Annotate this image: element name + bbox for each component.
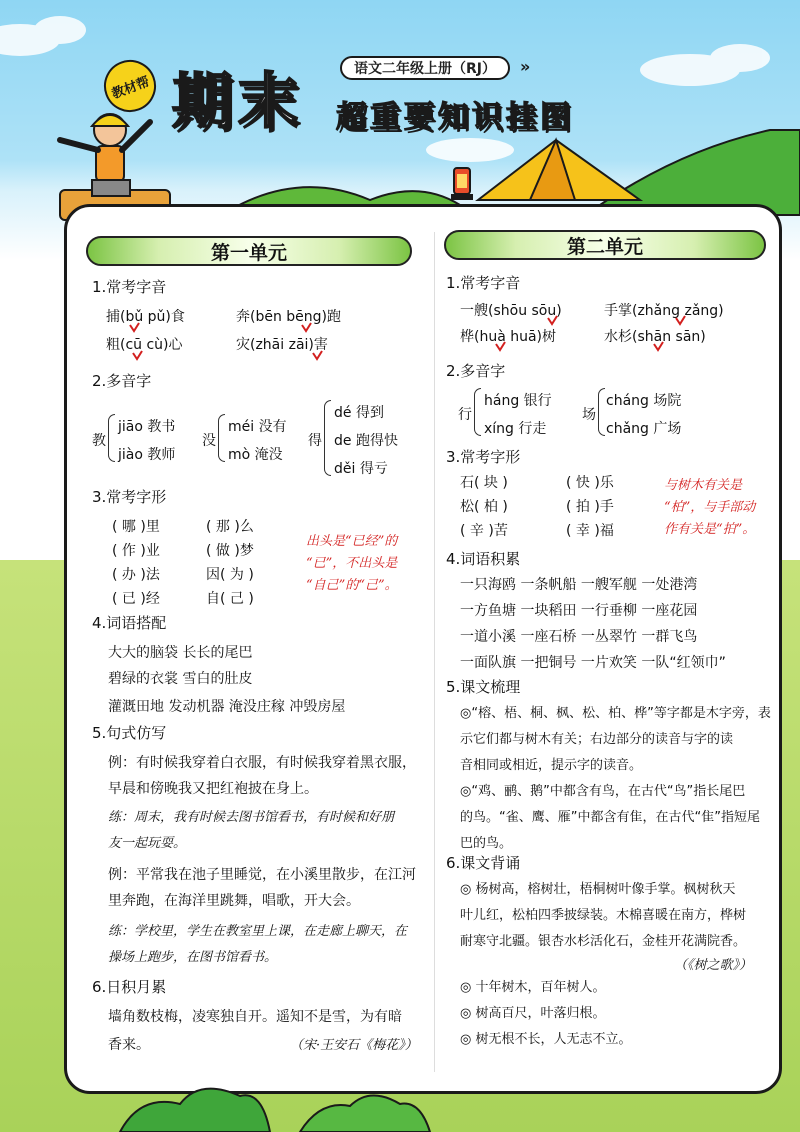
proverb-line: ◎ 树高百尺，叶落归根。	[460, 1006, 606, 1021]
glyph-item: 因( 为 )	[206, 567, 254, 583]
pinyin-item: 手掌(zhǎng zǎng)	[604, 303, 724, 319]
tip-note: 作有关是“拍”。	[664, 522, 756, 537]
polyphone-reading: xíng 行走	[484, 421, 547, 437]
pinyin-item: 水杉(shān sān)	[604, 329, 706, 345]
brace-icon	[598, 388, 605, 436]
pinyin-item: 奔(bēn bēng)跑	[236, 309, 342, 325]
poem-line: 香来。	[108, 1037, 150, 1053]
polyphone-reading: jiào 教师	[118, 447, 176, 463]
recitation-line: 耐寒守北疆。银杏水杉活化石，金桂开花满院香。	[460, 934, 747, 949]
publisher-badge: 教材帮	[97, 53, 164, 120]
example-sentence: 早晨和傍晚我又把红袍披在身上。	[108, 781, 318, 797]
unit1-section-5-heading: 5.句式仿写	[92, 724, 167, 742]
polyphone-reading: cháng 场院	[606, 393, 682, 409]
polyphone-char: 场	[582, 407, 596, 423]
pinyin-item: 灾(zhāi zāi)害	[236, 337, 328, 353]
unit1-section-1-heading: 1.常考字音	[92, 278, 167, 296]
tip-note: “自己”的“己”。	[306, 578, 398, 593]
polyphone-char: 行	[458, 407, 472, 423]
unit2-section-5-heading: 5.课文梳理	[446, 678, 521, 696]
practice-sentence: 操场上跑步，在图书馆看书。	[108, 950, 278, 965]
pinyin-item: 粗(cū cù)心	[106, 337, 183, 353]
glyph-item: ( 幸 )福	[566, 523, 614, 539]
poem-source: （宋·王安石《梅花》）	[290, 1038, 418, 1053]
practice-sentence: 友一起玩耍。	[108, 836, 187, 851]
glyph-item: 石( 块 )	[460, 475, 508, 491]
unit1-section-4-heading: 4.词语搭配	[92, 614, 167, 632]
recitation-source: （《树之歌》）	[674, 958, 753, 973]
poem-line: 墙角数枝梅，凌寒独自开。遥知不是雪，为有暗	[108, 1009, 402, 1025]
grade-pill: 语文二年级上册（RJ）	[340, 56, 510, 80]
glyph-item: 松( 柏 )	[460, 499, 508, 515]
tip-note: “已”，不出头是	[306, 556, 398, 571]
unit2-section-6-heading: 6.课文背诵	[446, 854, 521, 872]
unit2-banner: 第二单元	[444, 230, 766, 260]
example-sentence: 例：有时候我穿着白衣服，有时候我穿着黑衣服，	[108, 755, 416, 771]
pinyin-item: 捕(bǔ pǔ)食	[106, 309, 185, 325]
phrase-line: 碧绿的衣裳 雪白的肚皮	[108, 671, 253, 687]
polyphone-reading: dé 得到	[334, 405, 384, 421]
glyph-item: ( 已 )经	[112, 591, 160, 607]
example-sentence: 例：平常我在池子里睡觉，在小溪里散步，在江河	[108, 867, 416, 883]
unit2-section-4-heading: 4.词语积累	[446, 550, 521, 568]
arrow-icon: »	[520, 57, 531, 76]
unit2-section-3-heading: 3.常考字形	[446, 448, 521, 466]
polyphone-reading: méi 没有	[228, 419, 287, 435]
text-analysis-line: 音相同或相近，提示字的读音。	[460, 758, 643, 773]
polyphone-reading: mò 淹没	[228, 447, 283, 463]
glyph-item: ( 作 )业	[112, 543, 160, 559]
tip-note: 与树木有关是	[664, 478, 743, 493]
glyph-item: ( 那 )么	[206, 519, 254, 535]
polyphone-reading: děi 得亏	[334, 461, 388, 477]
unit2-section-1-heading: 1.常考字音	[446, 274, 521, 292]
phrase-line: 大大的脑袋 长长的尾巴	[108, 645, 253, 661]
phrase-line: 灌溉田地 发动机器 淹没庄稼 冲毁房屋	[108, 699, 346, 715]
unit1-section-6-heading: 6.日积月累	[92, 978, 167, 996]
phrase-line: 一面队旗 一把铜号 一片欢笑 一队“红领巾”	[460, 655, 726, 671]
text-analysis-line: 的鸟。“雀、鹰、雁”中都含有隹，在古代“隹”指短尾	[460, 810, 760, 825]
polyphone-char: 教	[92, 433, 106, 449]
unit1-section-3-heading: 3.常考字形	[92, 488, 167, 506]
phrase-line: 一方鱼塘 一块稻田 一行垂柳 一座花园	[460, 603, 698, 619]
phrase-line: 一道小溪 一座石桥 一丛翠竹 一群飞鸟	[460, 629, 698, 645]
text-analysis-line: 巴的鸟。	[460, 836, 513, 851]
phrase-line: 一只海鸥 一条帆船 一艘军舰 一处港湾	[460, 577, 698, 593]
unit1-section-2-heading: 2.多音字	[92, 372, 152, 390]
polyphone-reading: háng 银行	[484, 393, 552, 409]
glyph-item: ( 做 )梦	[206, 543, 254, 559]
bush-decoration	[0, 1060, 800, 1132]
polyphone-char: 没	[202, 433, 216, 449]
practice-sentence: 练：周末，我有时候去图书馆看书，有时候和好朋	[108, 810, 395, 825]
tip-note: “柏”，与手部动	[664, 500, 756, 515]
practice-sentence: 练：学校里，学生在教室里上课，在走廊上聊天，在	[108, 924, 408, 939]
glyph-item: 自( 己 )	[206, 591, 254, 607]
polyphone-reading: jiāo 教书	[118, 419, 176, 435]
glyph-item: ( 拍 )手	[566, 499, 614, 515]
text-analysis-line: ◎“鸡、鹂、鹅”中都含有鸟，在古代“鸟”指长尾巴	[460, 784, 746, 799]
text-analysis-line: ◎“榕、梧、桐、枫、松、柏、桦”等字都是木字旁，表	[460, 706, 771, 721]
proverb-line: ◎ 树无根不长，人无志不立。	[460, 1032, 632, 1047]
text-analysis-line: 示它们都与树木有关；右边部分的读音与字的读	[460, 732, 734, 747]
glyph-item: ( 办 )法	[112, 567, 160, 583]
page-subtitle: 超重要知识挂图	[336, 100, 574, 135]
glyph-item: ( 辛 )苦	[460, 523, 508, 539]
example-sentence: 里奔跑，在海洋里跳舞，唱歌，开大会。	[108, 893, 360, 909]
recitation-line: 叶儿红，松柏四季披绿装。木棉喜暖在南方，桦树	[460, 908, 747, 923]
recitation-line: ◎ 杨树高，榕树壮，梧桐树叶像手掌。枫树秋天	[460, 882, 736, 897]
glyph-item: ( 快 )乐	[566, 475, 614, 491]
glyph-item: ( 哪 )里	[112, 519, 160, 535]
unit1-banner: 第一单元	[86, 236, 412, 266]
polyphone-reading: chǎng 广场	[606, 421, 682, 437]
polyphone-reading: de 跑得快	[334, 433, 398, 449]
tip-note: 出头是“已经”的	[306, 534, 398, 549]
pinyin-item: 桦(huà huā)树	[460, 329, 557, 345]
page-title: 期末	[172, 67, 304, 137]
unit2-section-2-heading: 2.多音字	[446, 362, 506, 380]
pinyin-item: 一艘(shōu sōu)	[460, 303, 562, 319]
proverb-line: ◎ 十年树木，百年树人。	[460, 980, 606, 995]
brace-icon	[474, 388, 481, 436]
polyphone-char: 得	[308, 433, 322, 449]
